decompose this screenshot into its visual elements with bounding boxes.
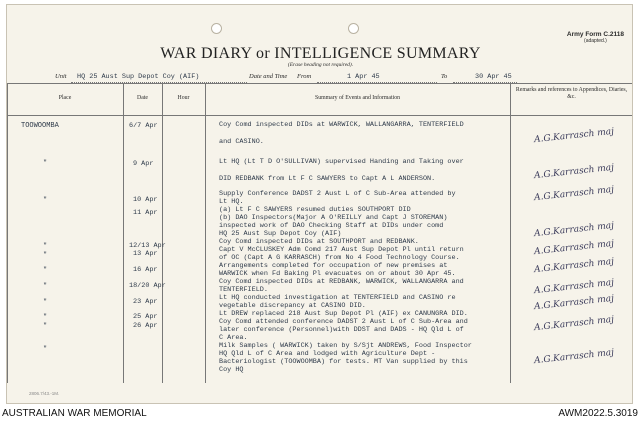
place-cell: " [43,159,48,167]
date-cell: 13 Apr [133,250,158,258]
form-code [567,31,624,44]
date-cell: 9 Apr [133,160,154,168]
signature: A.G.Karrasch maj [533,126,615,146]
summary-line: Capt V McCLUSKEY Adm Comd 217 Aust Sup Depot Pl until return [219,246,464,254]
summary-line: WARWICK when Fd Baking Pl evacuates on or about 30 Apr 45. [219,270,456,278]
summary-line: TENTERFIELD. [219,286,268,294]
date-cell: 16 Apr [133,266,158,274]
punch-hole [211,23,222,34]
place-cell: " [43,266,48,274]
page-subtitle: (Erase heading not required). [287,62,354,68]
signature: A.G.Karrasch maj [533,256,615,276]
signature: A.G.Karrasch maj [533,314,615,334]
date-cell: 18/20 Apr [129,282,166,290]
place-cell: TOOWOOMBA [21,122,59,130]
place-cell: " [43,313,48,321]
form-code-label: Army Form C.2118 [566,31,624,38]
summary-line: Lt HQ (Lt T D O'SULLIVAN) supervised Handing and Taking over [219,158,464,166]
summary-line: Milk Samples ( WARWICK) taken by S/Sjt ANDREWS, Food Inspector [219,342,472,350]
print-code: 2806.7/43.-1M. [29,391,60,396]
summary-line: vegetable discrepancy at CASINO DID. [219,302,366,310]
summary-line: Lt HQ. [219,198,244,206]
from-label: From [297,73,312,80]
summary-line: Coy Comd attended conference DADST 2 Aust L of C Sub-Area and [219,318,468,326]
unit-value: HQ 25 Aust Sup Depot Coy (AIF) [77,73,200,81]
summary-line: Coy Comd inspected DIDs at SOUTHPORT and REDBANK. [219,238,419,246]
summary-line: inspected work of DAO Checking Staff at DIDs under comd [219,222,444,230]
summary-line: of OC (Capt A G KARRASCH) from No 4 Food Technology Course. [219,254,460,262]
place-cell: " [43,282,48,290]
summary-line: Coy Comd inspected DIDs at WARWICK, WALLANGARRA, TENTERFIELD [219,121,464,129]
punch-hole [348,23,359,34]
to-label: To [441,73,448,80]
date-cell: 11 Apr [133,209,158,217]
date-cell: 23 Apr [133,298,158,306]
date-cell: 6/7 Apr [129,122,158,130]
place-cell: " [43,242,48,250]
diary-sheet [6,4,633,404]
signature: A.G.Karrasch maj [533,162,615,182]
summary-line: later conference (Personnel)with DDST and DADS - HQ Qld L of [219,326,464,334]
summary-line: HQ Qld L of C Area and lodged with Agriculture Dept - [219,350,436,358]
place-cell: " [43,322,48,330]
date-cell: 25 Apr [133,313,158,321]
date-cell: 10 Apr [133,196,158,204]
page-title: WAR DIARY or INTELLIGENCE SUMMARY [160,45,481,62]
summary-line: Lt DREW replaced 218 Aust Sup Depot Pl (AIF) ex CANUNGRA DID. [219,310,468,318]
signature: A.G.Karrasch maj [533,347,615,367]
place-cell: " [43,345,48,353]
summary-line: DID REDBANK from Lt F C SAWYERS to Capt A L ANDERSON. [219,175,436,183]
summary-line: Bacteriologist (TOOWOOMBA) for tests. MT Van supplied by this [219,358,468,366]
place-cell: " [43,298,48,306]
summary-line: (a) Lt F C SAWYERS resumed duties SOUTHPORT DID [219,206,411,214]
summary-line: Coy HQ [219,366,244,374]
summary-line: Arrangements completed for occupation of new premises at [219,262,448,270]
column-header-date: Date [137,95,148,101]
summary-line: and CASINO. [219,138,264,146]
column-header-remarks: Remarks and references to Appendices, Diaries, &c. [515,87,628,100]
place-cell: " [43,251,48,259]
to-value: 30 Apr 45 [475,73,512,81]
caption-source: AUSTRALIAN WAR MEMORIAL [2,408,147,419]
summary-line: Supply Conference DADST 2 Aust L of C Sub-Area attended by [219,190,456,198]
summary-line: HQ 25 Aust Sup Depot Coy (AIF) [219,230,342,238]
signature: A.G.Karrasch maj [533,293,615,313]
caption-accession: AWM2022.5.3019 [558,408,638,419]
summary-line: (b) DAO Inspectors(Major A O'REILLY and Capt J STOREMAN) [219,214,448,222]
form-code-sub: (adapted.) [584,38,607,44]
column-header-hour: Hour [177,95,190,101]
diary-table [7,83,633,383]
date-cell: 26 Apr [133,322,158,330]
summary-line: Lt HQ conducted investigation at TENTERFIELD and CASINO re [219,294,456,302]
signature: A.G.Karrasch maj [533,184,615,204]
date-label: Date and Time [249,73,288,80]
column-header-summary: Summary of Events and Information [314,95,400,101]
signature: A.G.Karrasch maj [533,220,615,240]
from-value: 1 Apr 45 [347,73,380,81]
signature: A.G.Karrasch maj [533,277,615,297]
date-cell: 12/13 Apr [129,242,166,250]
column-header-place: Place [58,95,72,101]
summary-line: C Area. [219,334,248,342]
place-cell: " [43,196,48,204]
signature: A.G.Karrasch maj [533,238,615,258]
summary-line: Coy Comd inspected DIDs at REDBANK, WARWICK, WALLANGARRA and [219,278,464,286]
unit-label: Unit [55,73,67,80]
